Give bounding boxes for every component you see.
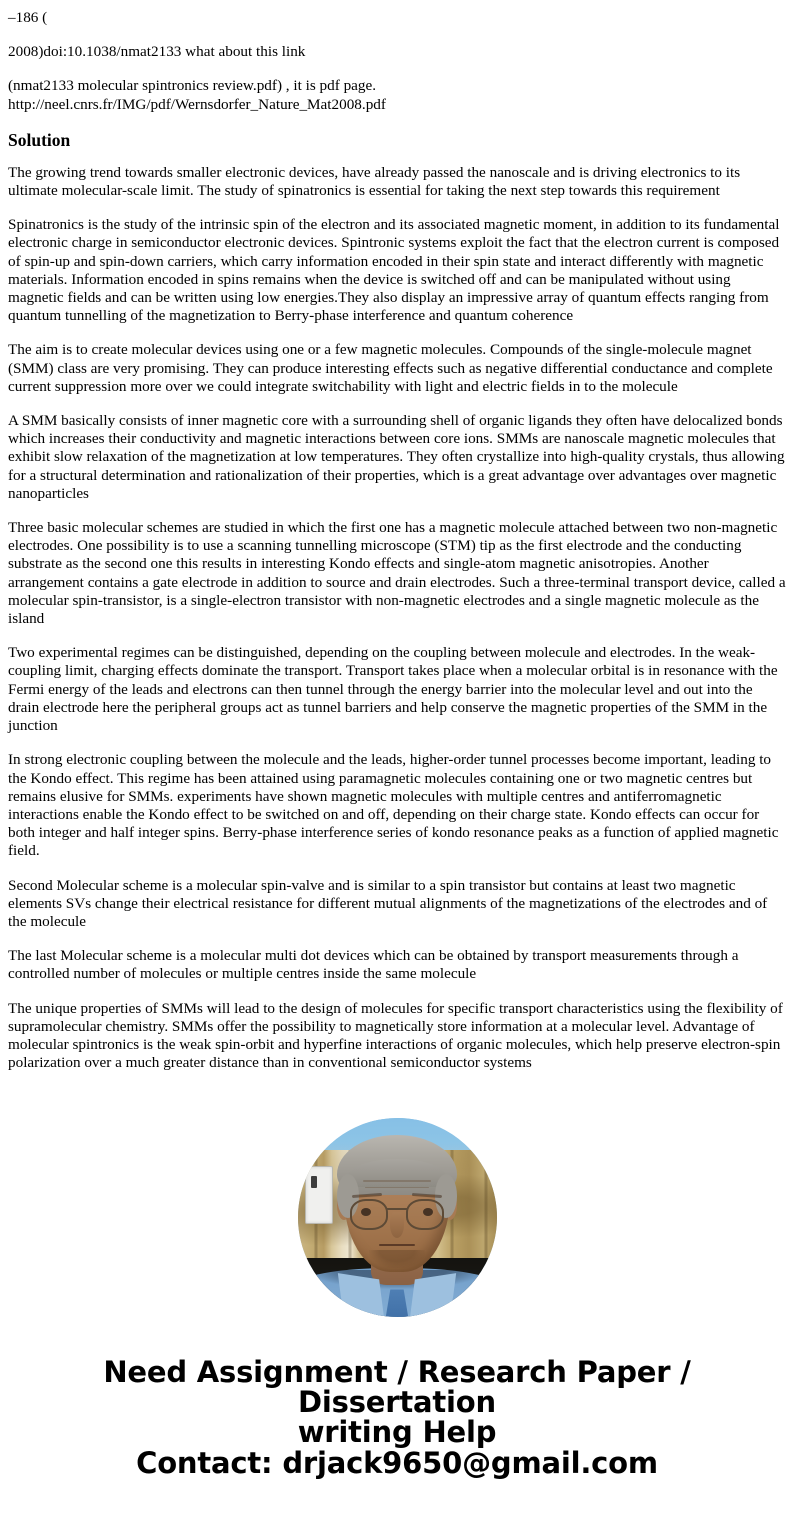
question-pdf-block bbox=[8, 77, 786, 113]
solution-paragraph-6: Two experimental regimes can be distinguished, depending on the coupling between molecule and electrodes. In the weak-coupling limit, charging effects dominate the transport. Transport takes place when a molecular orbital is in resonance with the Fermi energy of the leads and electrons can then tunnel through the energy barrier into the molecular level and out into the drain electrode here the peripheral groups act as tunnel barriers and help conserve the magnetic properties of the SMM in the junction bbox=[8, 644, 778, 735]
promo-footer bbox=[8, 1355, 786, 1481]
photo-forehead-line-1 bbox=[363, 1180, 431, 1182]
question-line-2: 2008)doi:10.1038/nmat2133 what about this link bbox=[8, 43, 306, 61]
solution-paragraph-2: Spinatronics is the study of the intrinsic spin of the electron and its associated magnetic moment, in addition to its fundamental electronic charge in semiconductor electronic devices. Spintronic systems exploit the fact that the electron current is composed of spin-up and spin-down carriers, which carry information encoded in their spin state and interact differently with magnetic materials. Information encoded in spins remains when the device is switched off and can be manipulated without using magnetic fields and can be written using low energies.They also display an impressive array of quantum effects ranging from quantum tunnelling of the magnetization to Berry-phase interference and quantum coherence bbox=[8, 216, 780, 325]
question-line-1: –186 ( bbox=[8, 9, 48, 26]
solution-paragraph-5: Three basic molecular schemes are studied in which the first one has a magnetic molecule attached between two non-magnetic electrodes. One possibility is to use a scanning tunnelling microscope (STM) tip as the first electrode and the conducting substrate as the second one this results in interesting Kondo effects and single-atom magnetic anisotropies. Another arrangement contains a gate electrode in addition to source and drain electrodes. Such a three-terminal transport device, called a molecular spin-transistor, is a single-electron transistor with non-magnetic electrodes and a single magnetic molecule as the island bbox=[8, 519, 786, 628]
solution-paragraph-1: The growing trend towards smaller electronic devices, have already passed the nanoscale and is driving electronics to its ultimate molecular-scale limit. The study of spinatronics is essential for taking the next step towards this requirement bbox=[8, 163, 741, 200]
solution-paragraph-7: In strong electronic coupling between the molecule and the leads, higher-order tunnel processes become important, leading to the Kondo effect. This regime has been attained using paramagnetic molecules containing one or two magnetic centres but remains elusive for SMMs. experiments have shown magnetic molecules with multiple centres and antiferromagnetic interactions enable the Kondo effect to be switched on and off, depending on their charge state. Kondo effects can occur for both integer and half integer spins. Berry-phase interference series of kondo resonance peaks as a function of applied magnetic field. bbox=[8, 751, 779, 860]
photo-glasses-lens-right bbox=[406, 1199, 444, 1230]
photo-chin-shadow bbox=[369, 1250, 425, 1268]
profile-photo-container bbox=[8, 1118, 786, 1317]
photo-glasses-lens-left bbox=[350, 1199, 388, 1230]
promo-footer-line-2: writing Help bbox=[297, 1415, 497, 1450]
question-reference-block bbox=[8, 0, 786, 27]
avatar bbox=[298, 1118, 497, 1317]
promo-footer-line-1: Need Assignment / Research Paper / Dissertation bbox=[103, 1355, 691, 1420]
photo-background-light-switch bbox=[305, 1166, 333, 1224]
photo-nose bbox=[390, 1212, 404, 1238]
solution-paragraph-8: Second Molecular scheme is a molecular spin-valve and is similar to a spin transistor but contains at least two magnetic elements SVs change their electrical resistance for different mutual alignments of the magnetizations of the electrodes and of the molecule bbox=[8, 876, 768, 930]
question-doi-block bbox=[8, 43, 786, 61]
question-pdf-url: http://neel.cnrs.fr/IMG/pdf/Wernsdorfer_Nature_Mat2008.pdf bbox=[8, 95, 386, 113]
photo-mouth bbox=[379, 1244, 415, 1247]
solution-paragraph-3: The aim is to create molecular devices using one or a few magnetic molecules. Compounds of the single-molecule magnet (SMM) class are very promising. They can produce interesting effects such as negative differential conductance and complete current suppression more over we could integrate switchability with light and electric fields in to the molecule bbox=[8, 341, 773, 395]
solution-heading: Solution bbox=[8, 129, 71, 150]
promo-footer-contact: Contact: drjack9650@gmail.com bbox=[136, 1446, 658, 1481]
solution-paragraph-9: The last Molecular scheme is a molecular multi dot devices which can be obtained by transport measurements through a controlled number of molecules or multiple centres inside the same molecule bbox=[8, 947, 739, 983]
photo-glasses-bridge bbox=[387, 1208, 407, 1210]
solution-paragraph-4: A SMM basically consists of inner magnetic core with a surrounding shell of organic ligands they often have delocalized bonds which increases their conductivity and magnetic interactions between core ions. SMMs are nanoscale magnetic molecules that exhibit slow relaxation of the magnetization at low temperatures. They often crystallize into high-quality crystals, thus allowing for a structural determination and rationalization of their properties, which is a great advantage over advantages over magnetic nanoparticles bbox=[8, 412, 785, 502]
solution-paragraph-10: The unique properties of SMMs will lead to the design of molecules for specific transport characteristics using the flexibility of supramolecular chemistry. SMMs offer the possibility to magnetically store information at a molecular level. Advantage of molecular spintronics is the weak spin-orbit and hyperfine interactions of organic molecules, which help preserve electron-spin polarization over a much greater distance than in conventional semiconductor systems bbox=[8, 999, 783, 1072]
question-line-3: (nmat2133 molecular spintronics review.pdf) , it is pdf page. bbox=[8, 77, 377, 95]
